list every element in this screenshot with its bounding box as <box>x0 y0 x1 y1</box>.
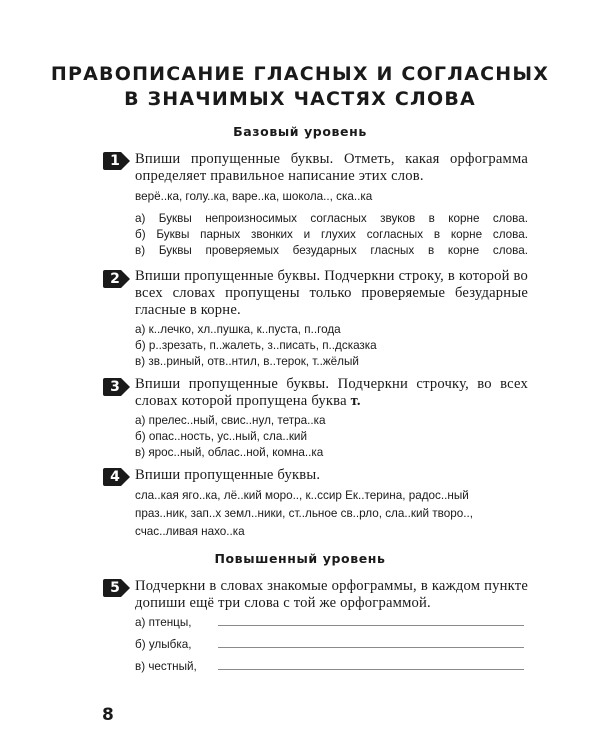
task-number: 5 <box>110 580 120 596</box>
task-3-letter: т. <box>350 393 361 409</box>
answer-line[interactable] <box>218 647 524 648</box>
task-3-option-a: а) прелес..ный, свис..нул, тетра..ка <box>135 414 326 427</box>
task-5-option-a: а) птенцы, <box>135 616 192 629</box>
task-2-option-b: б) р..зрезать, п..жалеть, з..писать, п..дсказка <box>135 339 377 352</box>
answer-line[interactable] <box>218 669 524 670</box>
task-5-instruction: Подчеркни в словах знакомые орфограммы, в каждом пункте допиши ещё три слова с той же орфограммой. <box>135 578 528 611</box>
task-1-option-a: а) Буквы непроизносимых согласных звуков в корне слова. <box>135 212 528 225</box>
task-1-instruction: Впиши пропущенные буквы. Отметь, какая орфограмма определяет правильное написание этих слов. <box>135 151 528 184</box>
task-4-instruction: Впиши пропущенные буквы. <box>135 467 321 483</box>
task-number: 1 <box>110 153 120 169</box>
task-1-badge <box>103 152 130 170</box>
task-number: 3 <box>110 379 120 395</box>
task-2-badge <box>103 270 130 288</box>
task-3-instruction-text: Впиши пропущенные буквы. Подчеркни строчку, во всех словах которой пропущена буква <box>135 376 528 409</box>
page-number: 8 <box>102 705 114 725</box>
task-1-option-b: б) Буквы парных звонких и глухих согласных в корне слова. <box>135 228 528 241</box>
task-4-line-3: счас..ливая нахо..ка <box>135 525 245 538</box>
task-3-option-c: в) ярос..ный, облас..ной, комна..ка <box>135 446 324 459</box>
task-3-instruction <box>135 376 528 410</box>
task-5-option-b: б) улыбка, <box>135 638 192 651</box>
task-2-option-c: в) зв..риный, отв..нтил, в..терок, т..жёлый <box>135 355 359 368</box>
task-number: 2 <box>110 271 120 287</box>
task-4-line-2: праз..ник, зап..х земл..ники, ст..льное св..рло, сла..кий твоpo.., <box>135 507 473 520</box>
task-3-option-b: б) опас..ность, ус..ный, сла..кий <box>135 430 307 443</box>
task-5-option-c: в) честный, <box>135 660 197 673</box>
answer-line[interactable] <box>218 625 524 626</box>
page-title-line-2: В ЗНАЧИМЫХ ЧАСТЯХ СЛОВА <box>124 88 476 110</box>
task-4-line-1: сла..кая яго..ка, лё..кий моро.., к..ссир Ек..терина, радос..ный <box>135 489 469 502</box>
task-2-instruction: Впиши пропущенные буквы. Подчеркни строку, в которой во всех словах пропущены только проверяемые безударные гласные в корне. <box>135 268 528 318</box>
advanced-level-heading: Повышенный уровень <box>214 551 386 566</box>
task-1-option-c: в) Буквы проверяемых безударных гласных в корне слова. <box>135 244 528 257</box>
task-5-badge <box>103 579 130 597</box>
page-title-line-1: ПРАВОПИСАНИЕ ГЛАСНЫХ И СОГЛАСНЫХ <box>50 63 550 85</box>
basic-level-heading: Базовый уровень <box>233 124 367 139</box>
task-1-words: верё..ка, голу..ка, варе..ка, шокола.., ска..ка <box>135 190 373 203</box>
task-3-badge <box>103 378 130 396</box>
task-4-badge <box>103 468 130 486</box>
task-2-option-a: а) к..лечко, хл..пушка, к..пуста, п..года <box>135 323 341 336</box>
task-number: 4 <box>110 469 120 485</box>
